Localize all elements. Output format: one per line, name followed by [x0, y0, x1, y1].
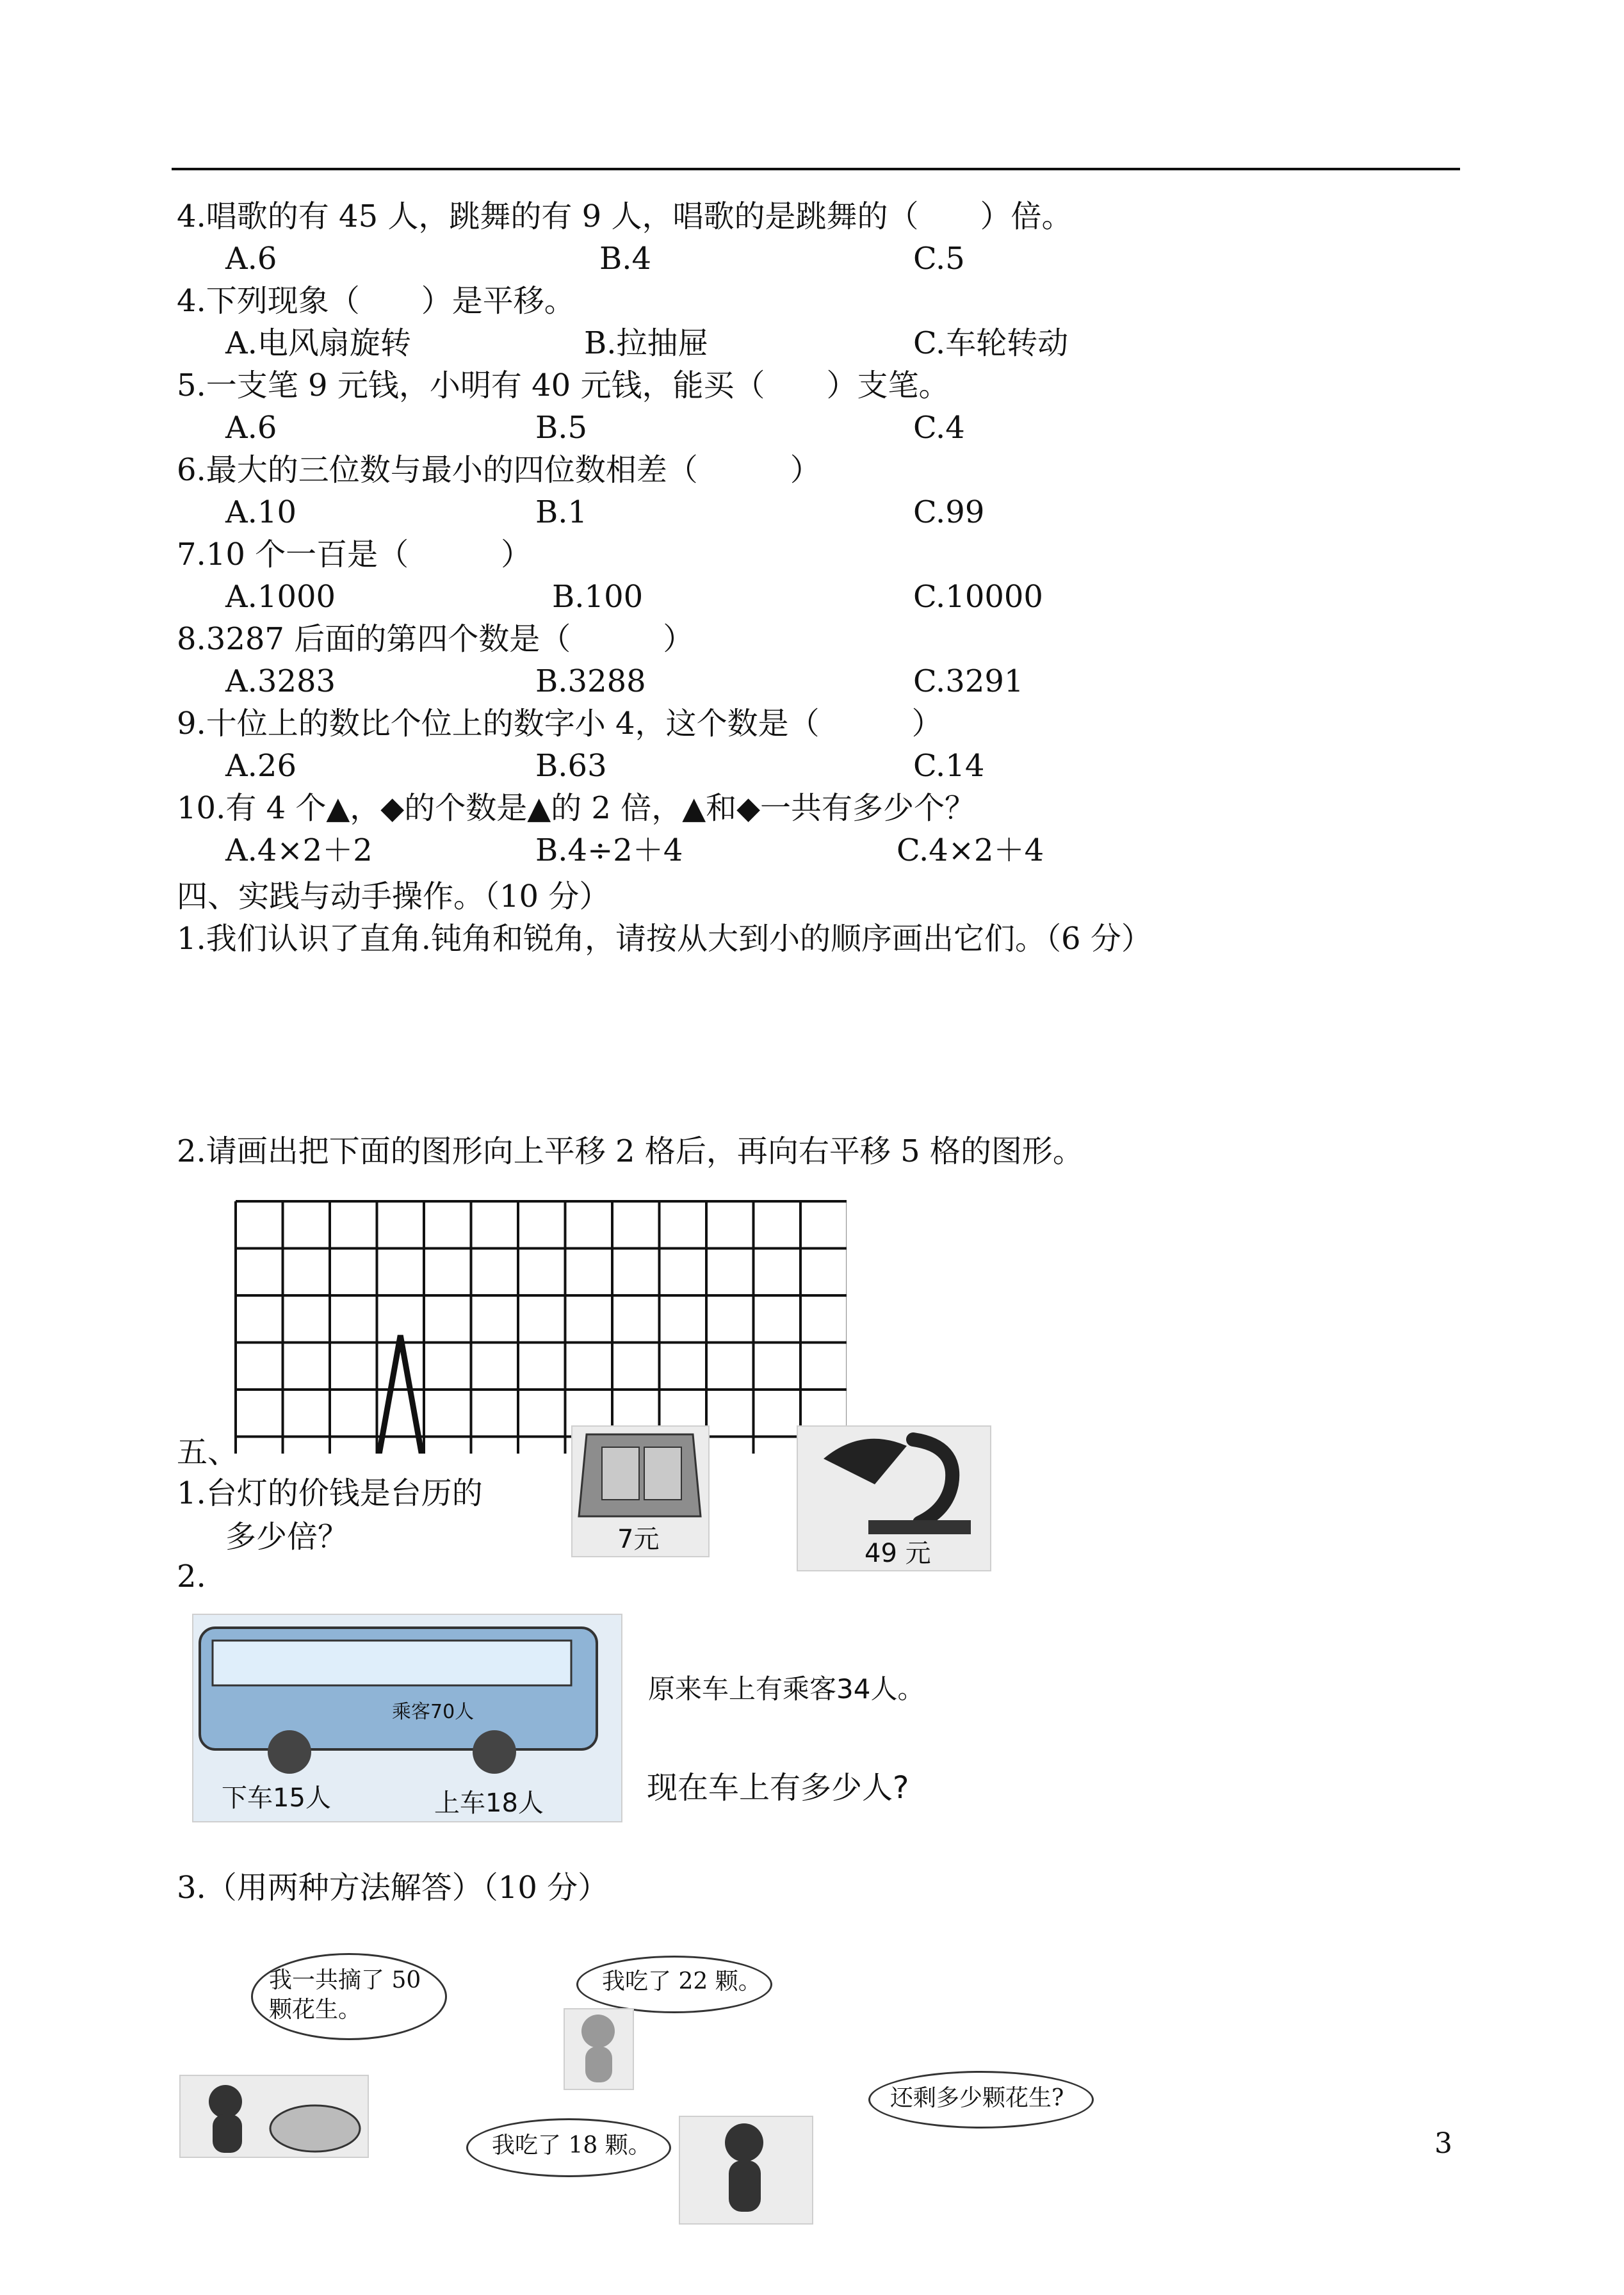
section-heading: 五、	[177, 1434, 239, 1470]
option-b: B.5	[535, 410, 588, 446]
option-b: B.1	[535, 494, 588, 530]
bus-off-label: 下车15人	[222, 1783, 331, 1813]
bubble-text: 还剩多少颗花生?	[890, 2085, 1064, 2111]
question-stem: 2.请画出把下面的图形向上平移 2 格后，再向右平移 5 格的图形。	[177, 1133, 1084, 1169]
option-a: A.电风扇旋转	[225, 325, 411, 361]
option-b: B.4÷2＋4	[535, 832, 683, 868]
bubble-text: 我吃了 18 颗。	[492, 2132, 651, 2159]
question-stem-continued: 多少倍？	[225, 1519, 349, 1555]
question-stem: 8.3287 后面的第四个数是（ ）	[177, 621, 694, 657]
question-stem: 1.台灯的价钱是台历的	[177, 1475, 483, 1511]
option-a: A.1000	[225, 579, 336, 615]
option-a: A.6	[225, 410, 277, 446]
calendar-icon	[572, 1427, 708, 1523]
bus-image	[192, 1614, 622, 1822]
option-b: B.100	[552, 579, 644, 615]
monkey-icon	[680, 2117, 812, 2223]
desk-lamp-image	[797, 1425, 991, 1571]
bubble-text: 我吃了 22 颗。	[602, 1968, 761, 1995]
question-stem: 7.10 个一百是（ ）	[177, 537, 532, 572]
bubble-text: 我一共摘了 50 颗花生。	[269, 1967, 421, 2023]
option-c: C.14	[913, 748, 985, 784]
bus-text-original: 原来车上有乘客34人。	[648, 1673, 925, 1705]
option-c: C.10000	[913, 579, 1043, 615]
question-stem: 9.十位上的数比个位上的数字小 4，这个数是（ ）	[177, 706, 943, 742]
page-number: 3	[1434, 2127, 1452, 2160]
question-stem: 3.（用两种方法解答）（10 分）	[177, 1870, 609, 1906]
bus-sign: 乘客70人	[392, 1701, 475, 1723]
monkey-small-image	[564, 2008, 634, 2090]
option-b: B.4	[599, 241, 652, 277]
option-a: A.26	[225, 748, 296, 784]
bus-text-question: 现在车上有多少人?	[647, 1770, 909, 1806]
option-c: C.5	[913, 241, 965, 277]
calendar-price: 7元	[617, 1525, 660, 1554]
option-c: C.99	[913, 494, 985, 530]
option-c: C.4	[913, 410, 965, 446]
monkey-basket-image	[179, 2075, 369, 2158]
question-number: 2.	[177, 1559, 206, 1594]
option-a: A.3283	[225, 663, 336, 699]
option-c: C.3291	[913, 663, 1024, 699]
header-rule	[172, 168, 1460, 170]
option-a: A.4×2＋2	[225, 832, 373, 868]
option-b: B.拉抽屉	[584, 325, 709, 361]
section-heading: 四、实践与动手操作。（10 分）	[177, 879, 610, 914]
lamp-price: 49 元	[865, 1539, 931, 1568]
monkey-icon	[181, 2076, 368, 2157]
desk-lamp-icon	[798, 1427, 990, 1538]
bus-on-label: 上车18人	[434, 1788, 544, 1818]
monkey-icon	[565, 2009, 633, 2089]
translation-grid[interactable]	[234, 1200, 847, 1454]
question-stem: 4.唱歌的有 45 人，跳舞的有 9 人，唱歌的是跳舞的（ ）倍。	[177, 199, 1073, 234]
option-b: B.63	[535, 748, 607, 784]
option-a: A.6	[225, 241, 277, 277]
question-stem: 5.一支笔 9 元钱，小明有 40 元钱，能买（ ）支笔。	[177, 368, 950, 403]
calendar-image	[571, 1425, 710, 1557]
question-stem: 10.有 4 个▲，◆的个数是▲的 2 倍，▲和◆一共有多少个？	[177, 790, 976, 826]
question-stem: 4.下列现象（ ）是平移。	[177, 283, 575, 319]
option-b: B.3288	[535, 663, 646, 699]
option-c: C.4×2＋4	[897, 832, 1044, 868]
monkey-pointing-image	[679, 2116, 813, 2225]
question-stem: 6.最大的三位数与最小的四位数相差（ ）	[177, 452, 821, 488]
question-stem: 1.我们认识了直角.钝角和锐角，请按从大到小的顺序画出它们。（6 分）	[177, 921, 1152, 957]
option-c: C.车轮转动	[913, 325, 1069, 361]
option-a: A.10	[225, 494, 296, 530]
